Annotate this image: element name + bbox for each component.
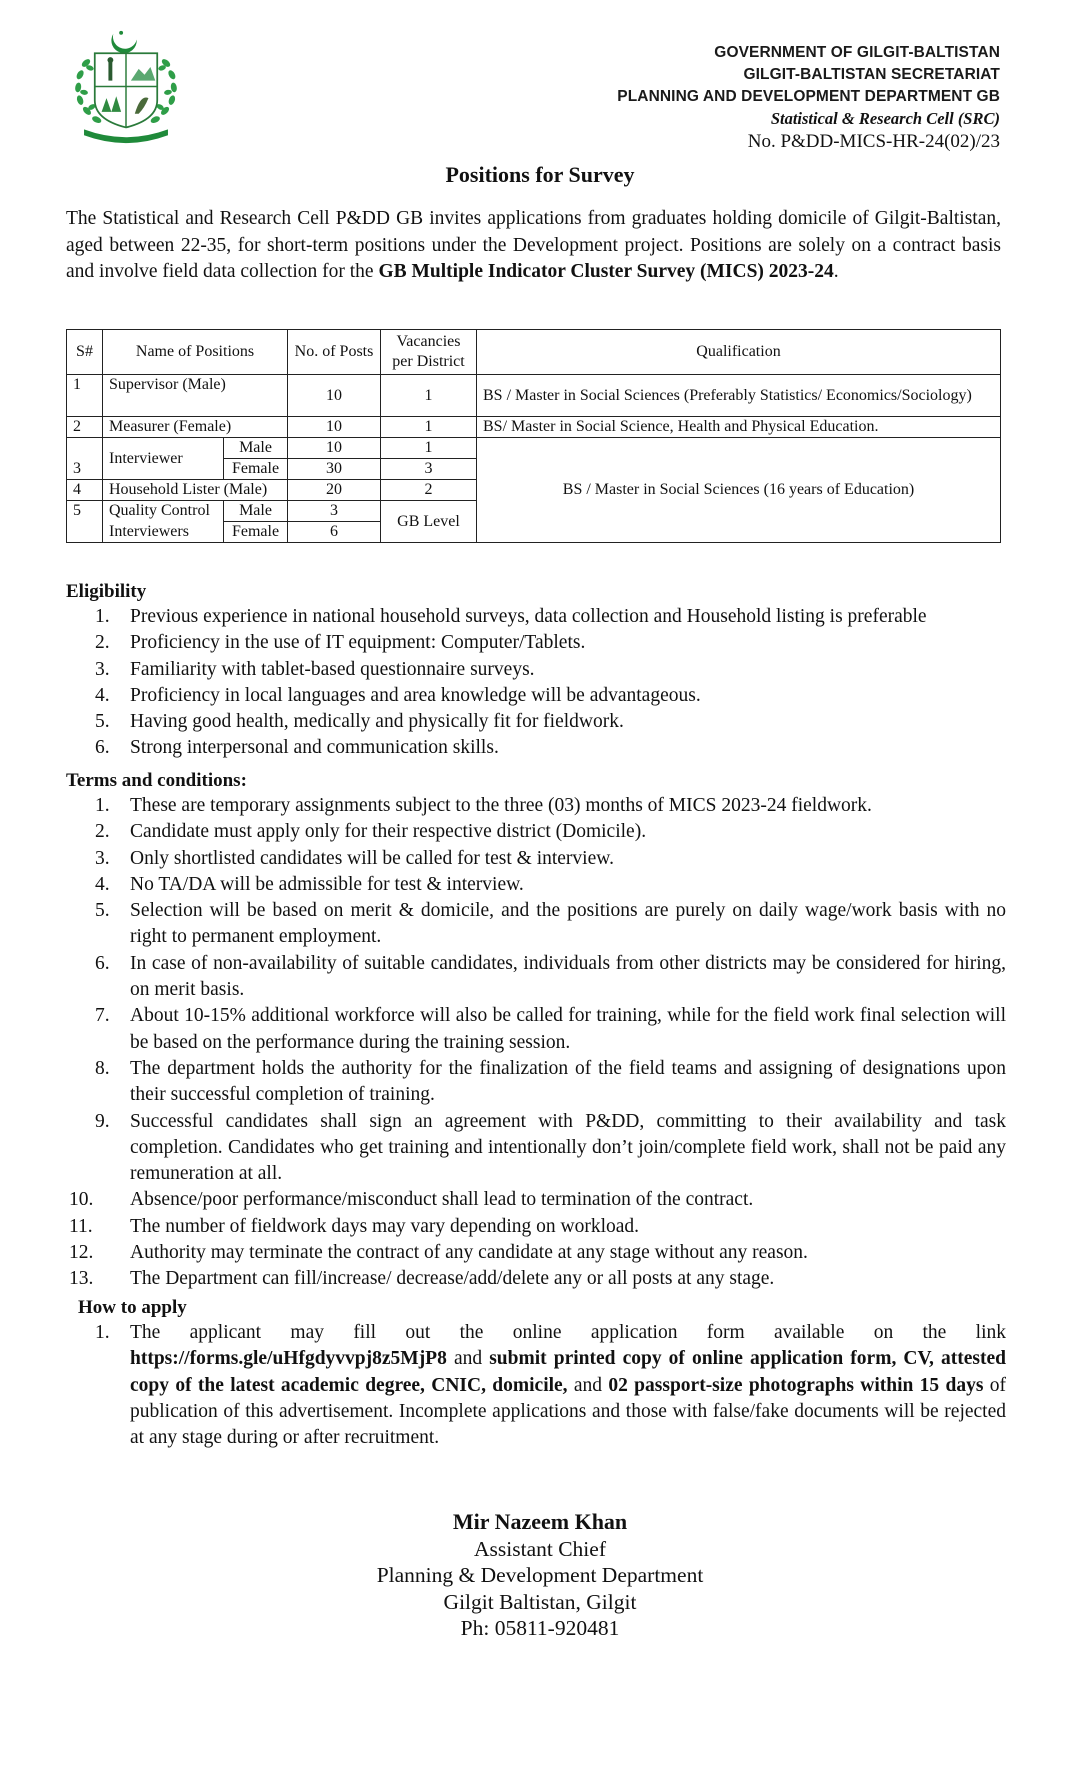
apply-text-2: and — [446, 1348, 490, 1370]
item-number: 1. — [95, 795, 110, 816]
row-position-name-line2: Interviewers — [103, 522, 224, 543]
terms-title: Terms and conditions: — [66, 770, 247, 791]
item-number: 6. — [95, 952, 110, 974]
table-row — [67, 417, 1001, 438]
list-item — [66, 1266, 1006, 1292]
item-number: 8. — [95, 1057, 110, 1079]
apply-title: How to apply — [78, 1297, 187, 1318]
list-item — [66, 1214, 1006, 1240]
row-sn: 3 — [67, 438, 103, 480]
row-posts: 3 — [288, 501, 381, 522]
apply-text-3: and — [567, 1374, 609, 1396]
positions-table — [66, 329, 1001, 543]
list-item — [66, 604, 1006, 630]
cell-name: Statistical & Research Cell (SRC) — [770, 109, 1000, 128]
row-gender: Female — [224, 522, 288, 543]
row-gender: Female — [224, 459, 288, 480]
item-number: 7. — [95, 1005, 110, 1027]
row-vacancies: 2 — [381, 480, 477, 501]
item-text: These are temporary assignments subject to the three (03) months of MICS 2023-24 fieldwork. — [130, 795, 872, 816]
apply-text-4: of publication of this advertisement. Incomplete applications and those with false/fake documents will be rejected at any stage during or after recruitment. — [130, 1374, 1006, 1449]
list-item — [66, 630, 1006, 656]
reference-number: No. P&DD-MICS-HR-24(02)/23 — [747, 131, 1000, 152]
eligibility-title: Eligibility — [66, 581, 147, 602]
row-vacancies: GB Level — [381, 501, 477, 543]
item-text: Proficiency in the use of IT equipment: Computer/Tablets. — [130, 632, 586, 654]
header-position-name: Name of Positions — [103, 330, 288, 375]
item-text: Only shortlisted candidates will be called for test & interview. — [130, 847, 614, 869]
item-text: No TA/DA will be admissible for test & interview. — [130, 873, 524, 895]
apply-section — [78, 1296, 1006, 1451]
secretariat-name: GILGIT-BALTISTAN SECRETARIAT — [743, 66, 1000, 83]
row-posts: 20 — [288, 480, 381, 501]
item-text: Successful candidates shall sign an agreement with P&DD, committing to their availability and task completion. Candidates who get training and intentionally don’t join/complete field work, shall not be paid any remuneration at all. — [130, 1110, 1006, 1185]
list-item — [66, 819, 1006, 845]
intro-text: The Statistical and Research Cell P&DD GB invites applications from graduates holding domicile of Gilgit-Baltistan, aged between 22-35, for short-term positions under the Development project. Positions are solely on a contract basis and involve field data collection for the — [66, 208, 1001, 282]
row-sn: 1 — [67, 375, 103, 417]
list-item — [78, 1320, 1006, 1451]
header-qualification: Qualification — [477, 330, 1001, 375]
intro-end: . — [833, 261, 839, 282]
item-text: Strong interpersonal and communication skills. — [130, 737, 499, 759]
item-text: About 10-15% additional workforce will also be called for training, while for the field work final selection will be based on the performance during the training session. — [130, 1005, 1006, 1053]
list-item — [66, 1240, 1006, 1266]
item-number: 3. — [95, 658, 110, 680]
row-position-name: Supervisor (Male) — [103, 375, 288, 417]
row-qualification: BS/ Master in Social Science, Health and Physical Education. — [477, 417, 1001, 438]
page-title: Positions for Survey — [445, 162, 635, 187]
item-text: Previous experience in national household surveys, data collection and Household listing is preferable — [130, 606, 927, 627]
terms-list — [66, 793, 1006, 1293]
row-position-name: Household Lister (Male) — [103, 480, 288, 501]
item-number: 1. — [95, 1322, 110, 1343]
item-number: 13. — [69, 1268, 94, 1290]
item-text: In case of non-availability of suitable candidates, individuals from other districts may be considered for hiring, on merit basis. — [130, 952, 1006, 1001]
row-vacancies: 1 — [381, 375, 477, 417]
row-position-name-line1: Quality Control — [103, 501, 224, 522]
row-qualification: BS / Master in Social Sciences (Preferably Statistics/ Economics/Sociology) — [477, 375, 1001, 417]
item-text: Having good health, medically and physically fit for fieldwork. — [130, 711, 624, 733]
row-sn: 5 — [67, 501, 103, 543]
row-position-name: Interviewer — [103, 438, 224, 480]
item-number: 3. — [95, 847, 110, 869]
header-vacancies: Vacancies per District — [381, 330, 477, 375]
item-text: The department holds the authority for the finalization of the field teams and assigning of designations upon their successful completion of training. — [130, 1057, 1006, 1106]
item-number: 11. — [69, 1215, 93, 1237]
list-item — [66, 1003, 1006, 1056]
department-name: PLANNING AND DEVELOPMENT DEPARTMENT GB — [617, 88, 1000, 105]
item-number: 2. — [95, 632, 110, 654]
item-number: 4. — [95, 684, 110, 706]
header-sn: S# — [67, 330, 103, 375]
intro-survey-name: GB Multiple Indicator Cluster Survey (MICS) 2023-24 — [378, 261, 834, 282]
item-number: 9. — [95, 1110, 110, 1132]
row-vacancies: 1 — [381, 438, 477, 459]
row-posts: 6 — [288, 522, 381, 543]
list-item — [66, 951, 1006, 1004]
terms-section — [66, 769, 1006, 1293]
government-name: GOVERNMENT OF GILGIT-BALTISTAN — [714, 44, 1000, 61]
list-item — [66, 683, 1006, 709]
list-item — [66, 1187, 1006, 1213]
item-text: The number of fieldwork days may vary depending on workload. — [130, 1215, 640, 1237]
table-header-row — [67, 330, 1001, 375]
row-posts: 10 — [288, 375, 381, 417]
list-item — [66, 657, 1006, 683]
list-item — [66, 709, 1006, 735]
header-posts: No. of Posts — [288, 330, 381, 375]
item-number: 5. — [95, 711, 110, 733]
signature-block — [0, 1509, 1080, 1642]
apply-documents: submit printed copy of online application form, CV, attested copy of the latest academic degree, CNIC, domicile, — [130, 1348, 1006, 1396]
list-item — [66, 1109, 1006, 1188]
item-number: 12. — [69, 1242, 94, 1264]
item-number: 4. — [95, 873, 110, 895]
list-item — [66, 846, 1006, 872]
row-vacancies: 1 — [381, 417, 477, 438]
row-posts: 10 — [288, 438, 381, 459]
list-item — [66, 735, 1006, 761]
list-item — [66, 793, 1006, 819]
apply-photos-deadline: 02 passport-size photographs within 15 days — [608, 1374, 984, 1396]
signatory-phone: Ph: 05811-920481 — [460, 1616, 620, 1640]
row-sn: 4 — [67, 480, 103, 501]
item-text: Proficiency in local languages and area knowledge will be advantageous. — [130, 684, 701, 706]
letterhead — [617, 42, 1000, 154]
item-text: The Department can fill/increase/ decrease/add/delete any or all posts at any stage. — [130, 1268, 775, 1290]
item-number: 5. — [95, 900, 110, 922]
item-text: Candidate must apply only for their respective district (Domicile). — [130, 821, 647, 843]
list-item — [66, 1056, 1006, 1109]
apply-text-1: The applicant may fill out the online application form available on the link — [130, 1322, 1006, 1343]
gilgit-baltistan-emblem-icon — [62, 24, 190, 146]
row-posts: 30 — [288, 459, 381, 480]
list-item — [66, 872, 1006, 898]
signatory-name: Mir Nazeem Khan — [452, 1509, 628, 1534]
row-posts: 10 — [288, 417, 381, 438]
row-qualification-shared: BS / Master in Social Sciences (16 years of Education) — [477, 438, 1001, 543]
signatory-designation: Assistant Chief — [474, 1536, 606, 1561]
item-text: Selection will be based on merit & domicile, and the positions are purely on daily wage/work basis with no right to permanent employment. — [130, 900, 1006, 948]
eligibility-section — [66, 580, 1006, 762]
row-gender: Male — [224, 501, 288, 522]
list-item — [66, 898, 1006, 951]
signatory-location: Gilgit Baltistan, Gilgit — [443, 1589, 637, 1614]
table-row — [67, 375, 1001, 417]
item-number: 6. — [95, 737, 110, 759]
item-number: 2. — [95, 821, 110, 843]
item-text: Authority may terminate the contract of any candidate at any stage without any reason. — [130, 1242, 808, 1264]
apply-list — [78, 1320, 1006, 1451]
item-number: 1. — [95, 606, 110, 627]
item-number: 10. — [69, 1189, 94, 1211]
row-vacancies: 3 — [381, 459, 477, 480]
intro-paragraph — [66, 206, 1001, 286]
row-position-name: Measurer (Female) — [103, 417, 288, 438]
row-gender: Male — [224, 438, 288, 459]
row-sn: 2 — [67, 417, 103, 438]
application-form-link[interactable]: https://forms.gle/uHfgdyvvpj8z5MjP8 — [130, 1348, 447, 1370]
eligibility-list — [66, 604, 1006, 762]
item-text: Familiarity with tablet-based questionnaire surveys. — [130, 658, 535, 680]
signatory-department: Planning & Development Department — [376, 1563, 704, 1587]
item-text: Absence/poor performance/misconduct shall lead to termination of the contract. — [130, 1189, 754, 1211]
table-row — [67, 438, 1001, 459]
